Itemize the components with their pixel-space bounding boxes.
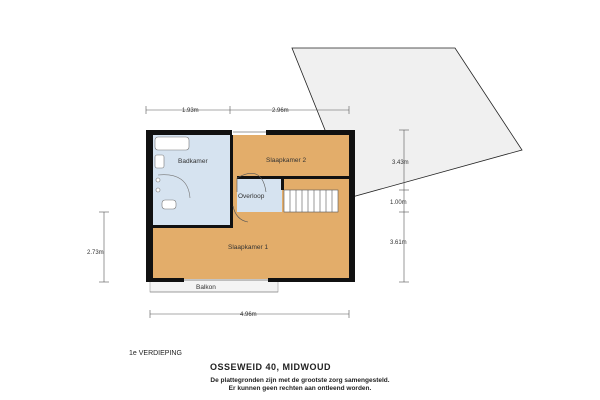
disclaimer	[150, 377, 450, 393]
room-label-slaapkamer-1: Slaapkamer 1	[228, 244, 269, 251]
staircase	[284, 190, 338, 212]
address-title: OSSEWEID 40, MIDWOUD	[210, 362, 332, 372]
dim-top-right: 2.96m	[272, 108, 289, 114]
room-label-overloop: Overloop	[238, 193, 265, 200]
dim-right-bottom: 3.61m	[390, 240, 407, 246]
disclaimer-line-2: Er kunnen geen rechten aan ontleend worden.	[228, 385, 372, 392]
floor-label: 1e VERDIEPING	[129, 350, 182, 357]
disclaimer-line-1: De plattegronden zijn met de grootste zorg samengesteld.	[210, 377, 390, 384]
room-label-balkon: Balkon	[196, 284, 216, 291]
dim-top-left: 1.93m	[182, 108, 199, 114]
toilet	[162, 200, 176, 209]
dim-left: 2.73m	[87, 250, 104, 256]
dim-right-middle: 1.00m	[390, 200, 407, 206]
room-label-slaapkamer-2: Slaapkamer 2	[266, 157, 307, 164]
dim-bottom: 4.96m	[240, 312, 257, 318]
dim-right-top: 3.43m	[392, 160, 409, 166]
sink	[155, 155, 164, 168]
room-label-badkamer: Badkamer	[178, 158, 208, 165]
bathtub	[155, 137, 189, 150]
